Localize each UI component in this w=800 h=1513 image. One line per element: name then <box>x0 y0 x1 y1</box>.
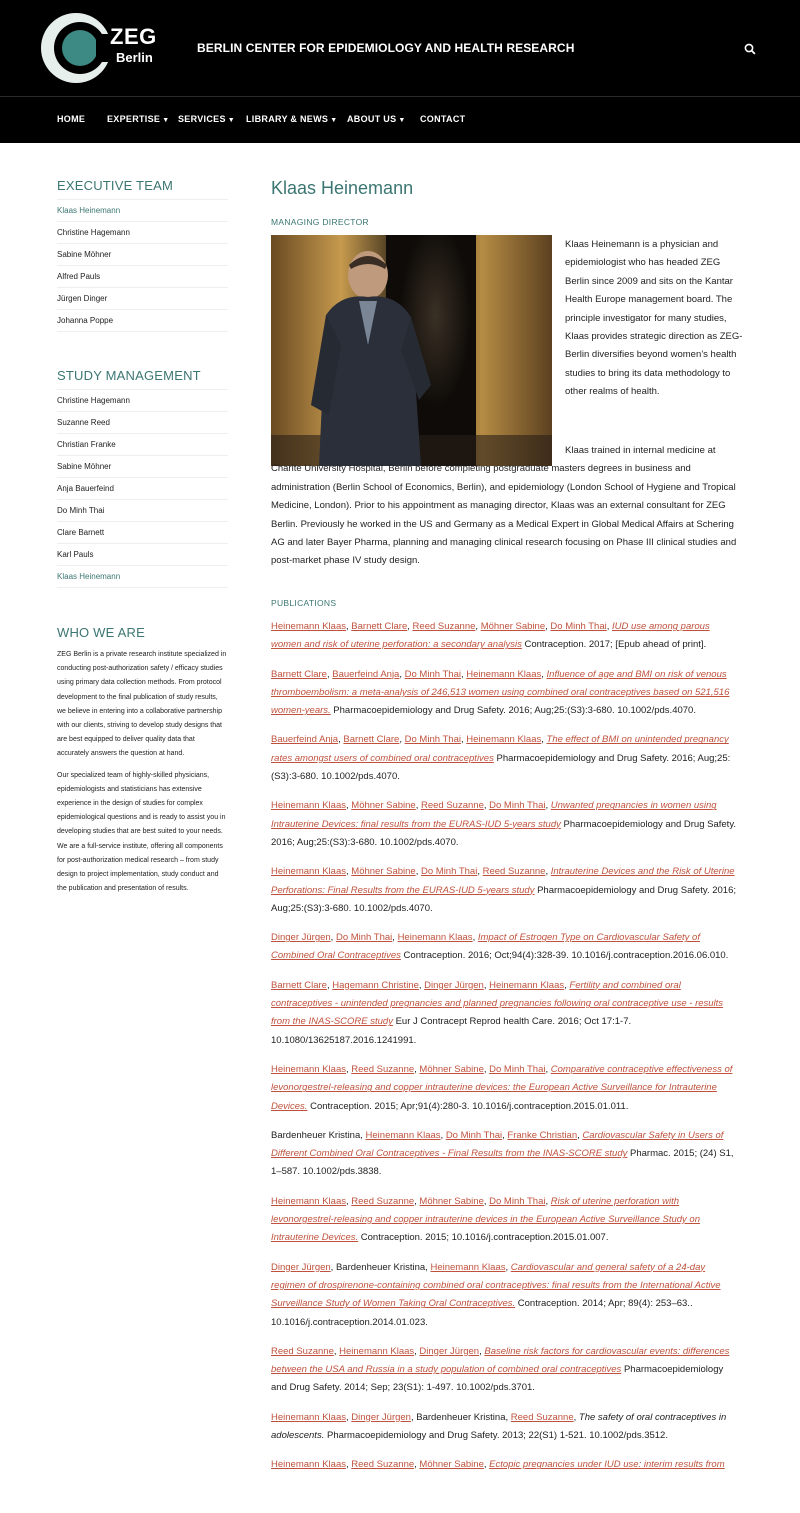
publication-item: Dinger Jürgen, Do Minh Thai, Heinemann Klaas, Impact of Estrogen Type on Cardiovascular Safety of Combined Oral Contraceptives Contraception. 2016; Oct;94(4):328-39. 10.1016/j.contraception.2016.06.010. <box>271 932 729 962</box>
publication-item: Heinemann Klaas, Reed Suzanne, Möhner Sabine, Do Minh Thai, Risk of uterine perforation with levonorgestrel-releasing and copper intrauterine devices in the European Active Surveillance Study on Intrauterine Devices. Contraception. 2015; 10.1016/j.contraception.2015.01.007. <box>271 1195 700 1244</box>
sidebar-item[interactable]: Anja Bauerfeind <box>57 478 228 500</box>
bio-paragraph-2 <box>271 442 746 571</box>
nav-about-us[interactable] <box>347 114 406 124</box>
author-link[interactable]: Dinger Jürgen <box>419 1345 480 1357</box>
publication-title[interactable]: Risk of uterine perforation with levonorgestrel-releasing and copper intrauterine devices in the European Active Surveillance Study on Intrauterine Devices. <box>271 1195 700 1244</box>
page-title: Klaas Heinemann <box>271 178 414 198</box>
publication-citation: Eur J Contracept Reprod health Care. 2016; Oct 17:1-7. 10.1080/13625187.2016.1241991. <box>271 1016 632 1046</box>
author-link[interactable]: Barnett Clare <box>343 734 400 746</box>
sidebar-item[interactable]: Klaas Heinemann <box>57 200 228 222</box>
author-link[interactable]: Do Minh Thai <box>489 800 546 812</box>
sidebar-item[interactable]: Sabine Möhner <box>57 244 228 266</box>
nav-home-label: HOME <box>57 114 86 124</box>
author-link[interactable]: Dinger Jürgen <box>351 1411 411 1423</box>
author-link[interactable]: Heinemann Klaas <box>466 734 542 746</box>
bio-indent <box>271 443 565 453</box>
nav-contact-label: CONTACT <box>420 114 466 124</box>
author-link[interactable]: Do Minh Thai <box>404 734 461 746</box>
author-link[interactable]: Barnett Clare <box>351 621 408 632</box>
publication-item: Barnett Clare, Bauerfeind Anja, Do Minh Thai, Heinemann Klaas, Influence of age and BMI on risk of venous thromboembolism: a meta-analysis of 246,513 women using combined oral contraceptives based on 521,516 women-years. Pharmacoepidemiology and Drug Safety. 2016; Aug;25:(S3):3-680. 10.1002/pds.4070. <box>271 668 730 717</box>
author-link[interactable]: Heinemann Klaas <box>489 979 565 991</box>
publication-item: Bardenheuer Kristina, Heinemann Klaas, Do Minh Thai, Franke Christian, Cardiovascular Safety in Users of Different Combined Oral Contraceptives - Final Results from the INAS-SCORE study Pharmac. 2015; (24) S1, 1–587. 10.1002/pds.3838. <box>271 1129 734 1178</box>
publication-title[interactable]: IUD use among parous women and risk of uterine perforation: a secondary analysis <box>271 621 710 651</box>
publication-citation: Contraception. 2016; Oct;94(4):328-39. 10.1016/j.contraception.2016.06.010. <box>400 950 729 962</box>
publication-item: Heinemann Klaas, Dinger Jürgen, Bardenheuer Kristina, Reed Suzanne, The safety of oral contraceptives in adolescents. Pharmacoepidemiology and Drug Safety. 2013; 22(S1) 1-521. 10.1002/pds.3512. <box>271 1411 727 1441</box>
author-name: Bardenheuer Kristina <box>416 1411 506 1423</box>
sidebar-item[interactable]: Johanna Poppe <box>57 310 228 332</box>
sidebar-item[interactable]: Sabine Möhner <box>57 456 228 478</box>
publication-item: Heinemann Klaas, Reed Suzanne, Möhner Sabine, Ectopic pregnancies under IUD use: interim results from <box>271 1459 725 1471</box>
nav-contact[interactable] <box>420 114 465 124</box>
nav-about-us-label: ABOUT US <box>347 114 397 124</box>
sidebar-item[interactable]: Christine Hagemann <box>57 222 228 244</box>
publication-citation: Contraception. 2015; 10.1016/j.contraception.2015.01.007. <box>358 1232 609 1244</box>
role-subtitle: MANAGING DIRECTOR <box>271 217 369 227</box>
publication-citation: Pharmac. 2015; (24) S1, 1–587. 10.1002/pds.3838. <box>271 1148 734 1178</box>
site-header <box>0 0 800 96</box>
publication-title[interactable]: Ectopic pregnancies under IUD use: interim results from <box>489 1459 725 1471</box>
publication-item: Reed Suzanne, Heinemann Klaas, Dinger Jürgen, Baseline risk factors for cardiovascular events: differences between the USA and Russia in a study population of combined oral contraceptives Pharmacoepidemiology and Drug Safety. 2014; Sep; 23(S1): 1-497. 10.1002/pds.3701. <box>271 1345 730 1394</box>
publication-title[interactable]: Unwanted pregnancies in women using Intrauterine Devices: final results from the EURAS-IUD 5-years study <box>271 800 717 830</box>
author-link[interactable]: Do Minh Thai <box>550 621 607 632</box>
sidebar-item[interactable]: Do Minh Thai <box>57 500 228 522</box>
author-link[interactable]: Heinemann Klaas <box>271 866 346 878</box>
publication-citation: Pharmacoepidemiology and Drug Safety. 2014; Sep; 23(S1): 1-497. 10.1002/pds.3701. <box>271 1364 724 1394</box>
publication-citation: Pharmacoepidemiology and Drug Safety. 2016; Aug;25:(S3):3-680. 10.1002/pds.4070. <box>271 884 737 914</box>
site-title[interactable]: BERLIN CENTER FOR EPIDEMIOLOGY AND HEALTH RESEARCH <box>197 41 575 55</box>
publication-citation: Pharmacoepidemiology and Drug Safety. 2016; Aug;25:(S3):3-680. 10.1002/pds.4070. <box>271 752 731 783</box>
bio-paragraph: Klaas Heinemann is a physician and epidemiologist who has headed ZEG Berlin since 2009 and sits on the Kantar Health Europe management board. The principle investigator for many studies, Klaas provides strategic direction as ZEG-Berlin diversifies beyond women’s health studies to bring its data methodology to other realms of health. <box>565 239 743 398</box>
author-link[interactable]: Heinemann Klaas <box>365 1129 441 1141</box>
author-link[interactable]: Möhner Sabine <box>419 1063 484 1075</box>
nav-services[interactable] <box>178 114 235 124</box>
publication-citation: Contraception. 2017; [Epub ahead of print]. <box>521 639 707 651</box>
sidebar-item[interactable]: Klaas Heinemann <box>57 566 228 588</box>
publication-item: Dinger Jürgen, Bardenheuer Kristina, Heinemann Klaas, Cardiovascular and general safety of a 24-day regimen of drospirenone-containing combined oral contraceptives: final results from the International Active Surveillance Study of Women Taking Oral Contraceptives. Contraception. 2014; Apr; 89(4): 253–63.. 10.1016/j.contraception.2014.01.023. <box>271 1261 721 1328</box>
publication-title[interactable]: The effect of BMI on unintended pregnancy rates amongst users of combined oral contraceptives <box>271 734 729 764</box>
publication-citation: Pharmacoepidemiology and Drug Safety. 2016; Aug;25:(S3):3-680. 10.1002/pds.4070. <box>271 818 737 848</box>
who-we-are-section <box>57 625 228 903</box>
logo-mark-icon <box>40 12 112 84</box>
author-link[interactable]: Dinger Jürgen <box>424 979 484 991</box>
publication-title[interactable]: Impact of Estrogen Type on Cardiovascular Safety of Combined Oral Contraceptives <box>271 932 700 962</box>
search-icon[interactable] <box>741 40 759 58</box>
author-link[interactable]: Möhner Sabine <box>351 866 416 878</box>
author-link[interactable]: Heinemann Klaas <box>397 932 473 944</box>
caret-down-icon: ▼ <box>398 117 406 124</box>
author-link[interactable]: Dinger Jürgen <box>271 932 331 944</box>
study-management-heading: STUDY MANAGEMENT <box>57 368 201 383</box>
author-link[interactable]: Heinemann Klaas <box>430 1261 506 1273</box>
author-link[interactable]: Do Minh Thai <box>489 1195 546 1207</box>
author-link[interactable]: Möhner Sabine <box>351 800 416 812</box>
publication-title[interactable]: Cardiovascular Safety in Users of Different Combined Oral Contraceptives - Final Results from the INAS-SCORE study <box>271 1129 724 1160</box>
publication-item: Heinemann Klaas, Barnett Clare, Reed Suzanne, Möhner Sabine, Do Minh Thai, IUD use among parous women and risk of uterine perforation: a secondary analysis Contraception. 2017; [Epub ahead of print]. <box>271 621 710 651</box>
author-link[interactable]: Do Minh Thai <box>421 866 478 878</box>
who-we-are-heading: WHO WE ARE <box>57 625 145 640</box>
publication-item: Heinemann Klaas, Möhner Sabine, Reed Suzanne, Do Minh Thai, Unwanted pregnancies in women using Intrauterine Devices: final results from the EURAS-IUD 5-years study Pharmacoepidemiology and Drug Safety. 2016; Aug;25:(S3):3-680. 10.1002/pds.4070. <box>271 800 737 848</box>
author-link[interactable]: Do Minh Thai <box>335 932 393 944</box>
nav-library-news-label: LIBRARY & NEWS <box>246 114 329 124</box>
publication-citation: Contraception. 2015; Apr;91(4):280-3. 10.1016/j.contraception.2015.01.011. <box>307 1100 629 1112</box>
publication-title[interactable]: Influence of age and BMI on risk of venous thromboembolism: a meta-analysis of 246,513 women using combined oral contraceptives based on 521,516 women-years. <box>271 668 730 717</box>
author-link[interactable]: Reed Suzanne <box>482 866 546 878</box>
author-link[interactable]: Reed Suzanne <box>412 621 476 632</box>
executive-team-list <box>57 199 228 332</box>
sidebar-item[interactable]: Jürgen Dinger <box>57 288 228 310</box>
author-link[interactable]: Heinemann Klaas <box>271 1195 346 1207</box>
author-link[interactable]: Reed Suzanne <box>351 1195 415 1207</box>
caret-down-icon: ▼ <box>330 117 338 124</box>
publication-item: Barnett Clare, Hagemann Christine, Dinger Jürgen, Heinemann Klaas, Fertility and combined oral contraceptives - unintended pregnancies and planned pregnancies following oral contraceptive use - results from the INAS-SCORE study Eur J Contracept Reprod health Care. 2016; Oct 17:1-7. 10.1080/13625187.2016.1241991. <box>271 979 724 1046</box>
author-link[interactable]: Bauerfeind Anja <box>332 668 400 680</box>
author-link[interactable]: Barnett Clare <box>271 979 327 991</box>
executive-team-section <box>57 178 228 332</box>
author-link[interactable]: Möhner Sabine <box>419 1459 484 1471</box>
author-link[interactable]: Heinemann Klaas <box>271 1459 346 1471</box>
author-link[interactable]: Do Minh Thai <box>404 668 461 680</box>
author-link[interactable]: Reed Suzanne <box>421 800 484 812</box>
sidebar-item[interactable]: Christine Hagemann <box>57 390 228 412</box>
author-link[interactable]: Möhner Sabine <box>419 1195 484 1207</box>
author-link[interactable]: Do Minh Thai <box>445 1129 503 1141</box>
author-link[interactable]: Heinemann Klaas <box>271 800 346 812</box>
sidebar-item[interactable]: Christian Franke <box>57 434 228 456</box>
bio-paragraph-text: Klaas trained in internal medicine at Charite University Hospital, Berlin before completing postgraduate masters degrees in business and administration (Berlin School of Economics, Berlin), and epidemiology (London School of Hygiene and Tropical Medicine, London). Prior to his appointment as managing director, Klaas was an external consultant for ZEG Berlin. Previously he worked in the US and Germany as a Medical Expert in Global Medical Affairs at Schering AG and later Bayer Pharma, planning and managing clinical research focusing on Phase III clinical studies and post-market phase IV study design. <box>271 445 737 567</box>
author-link[interactable]: Reed Suzanne <box>271 1345 334 1357</box>
author-link[interactable]: Franke Christian <box>507 1129 578 1141</box>
publication-title[interactable]: Fertility and combined oral contraceptives - unintended pregnancies and planned pregnancies following oral contraceptive use - results from the INAS-SCORE study <box>271 979 724 1028</box>
author-link[interactable]: Heinemann Klaas <box>271 621 346 632</box>
author-link[interactable]: Hagemann Christine <box>332 979 419 991</box>
author-link[interactable]: Do Minh Thai <box>489 1063 546 1075</box>
publication-title[interactable]: Baseline risk factors for cardiovascular events: differences between the USA and Russia in a study population of combined oral contraceptives <box>271 1345 730 1376</box>
publication-item: Bauerfeind Anja, Barnett Clare, Do Minh Thai, Heinemann Klaas, The effect of BMI on unintended pregnancy rates amongst users of combined oral contraceptives Pharmacoepidemiology and Drug Safety. 2016; Aug;25:(S3):3-680. 10.1002/pds.4070. <box>271 734 731 783</box>
publication-item: Heinemann Klaas, Reed Suzanne, Möhner Sabine, Do Minh Thai, Comparative contraceptive effectiveness of levonorgestrel-releasing and copper intrauterine devices: the European Active Surveillance for Intrauterine Devices. Contraception. 2015; Apr;91(4):280-3. 10.1016/j.contraception.2015.01.011. <box>271 1063 733 1112</box>
nav-services-label: SERVICES <box>178 114 226 124</box>
sidebar-item[interactable]: Alfred Pauls <box>57 266 228 288</box>
who-we-are-paragraph: ZEG Berlin is a private research institute specialized in conducting post-authorization safety / efficacy studies using primary data collection methods. From protocol development to the final publication of study results, we believe in entering into a collaborative partnership with our clients, striving to develop study designs that are best equipped to deliver quality data that accurately answers the question at hand. <box>57 651 227 758</box>
nav-home[interactable] <box>57 114 85 124</box>
publications-list <box>271 618 739 1486</box>
caret-down-icon: ▼ <box>227 117 235 124</box>
study-management-section <box>57 368 228 588</box>
publication-citation: Pharmacoepidemiology and Drug Safety. 2013; 22(S1) 1-521. 10.1002/pds.3512. <box>324 1429 668 1441</box>
author-link[interactable]: Reed Suzanne <box>351 1063 415 1075</box>
nav-expertise-label: EXPERTISE <box>107 114 161 124</box>
publication-item: Heinemann Klaas, Möhner Sabine, Do Minh Thai, Reed Suzanne, Intrauterine Devices and the Risk of Uterine Perforations: Final Results from the EURAS-IUD 5-years study Pharmacoepidemiology and Drug Safety. 2016; Aug;25:(S3):3-680. 10.1002/pds.4070. <box>271 866 737 914</box>
author-link[interactable]: Reed Suzanne <box>510 1411 574 1423</box>
publication-title: The safety of oral contraceptives in adolescents. <box>271 1411 727 1441</box>
publication-citation: Contraception. 2014; Apr; 89(4): 253–63.. 10.1016/j.contraception.2014.01.023. <box>271 1298 693 1328</box>
author-link[interactable]: Heinemann Klaas <box>339 1345 415 1357</box>
sidebar-item[interactable]: Suzanne Reed <box>57 412 228 434</box>
nav-library-news[interactable] <box>246 114 337 124</box>
author-name: Bardenheuer Kristina <box>271 1129 361 1141</box>
author-name: Bardenheuer Kristina <box>335 1261 426 1273</box>
sidebar-item[interactable]: Clare Barnett <box>57 522 228 544</box>
author-link[interactable]: Barnett Clare <box>271 668 327 680</box>
caret-down-icon: ▼ <box>162 117 170 124</box>
nav-expertise[interactable] <box>107 114 169 124</box>
main-nav <box>0 96 800 143</box>
publication-title[interactable]: Intrauterine Devices and the Risk of Uterine Perforations: Final Results from the EURAS-IUD 5-years study <box>271 866 735 896</box>
author-link[interactable]: Möhner Sabine <box>480 621 546 632</box>
sidebar-item[interactable]: Karl Pauls <box>57 544 228 566</box>
author-link[interactable]: Dinger Jürgen <box>271 1261 331 1273</box>
author-link[interactable]: Heinemann Klaas <box>271 1411 346 1423</box>
author-link[interactable]: Reed Suzanne <box>351 1459 415 1471</box>
study-management-list <box>57 389 228 588</box>
logo-zeg-text: ZEG <box>110 24 157 49</box>
publication-title[interactable]: Comparative contraceptive effectiveness of levonorgestrel-releasing and copper intrauterine devices: the European Active Surveillance for Intrauterine Devices. <box>271 1063 733 1112</box>
zeg-logo[interactable] <box>40 12 156 84</box>
logo-berlin-text: Berlin <box>116 50 153 65</box>
main-content <box>271 178 743 1471</box>
profile-photo <box>271 235 552 466</box>
publication-title[interactable]: Cardiovascular and general safety of a 24-day regimen of drospirenone-containing combined oral contraceptives: final results from the International Active Surveillance Study of Women Taking Oral Contraceptives. <box>271 1261 721 1310</box>
author-link[interactable]: Heinemann Klaas <box>271 1063 346 1075</box>
who-we-are-paragraph: Our specialized team of highly-skilled physicians, epidemiologists and statisticians has extensive experience in the design of studies for complex epidemiological questions and is ready to assist you in developing studies that are best suited to your needs. We are a full-service institute, offering all components for post-authorization medical research – from study design to project implementation, study conduct and the publication and presentation of results. <box>57 771 226 893</box>
publication-citation: Pharmacoepidemiology and Drug Safety. 2016; Aug;25:(S3):3-680. 10.1002/pds.4070. <box>330 705 696 717</box>
executive-team-heading: EXECUTIVE TEAM <box>57 178 173 193</box>
author-link[interactable]: Heinemann Klaas <box>466 668 542 680</box>
author-link[interactable]: Bauerfeind Anja <box>271 734 339 746</box>
publications-heading: PUBLICATIONS <box>271 598 337 608</box>
